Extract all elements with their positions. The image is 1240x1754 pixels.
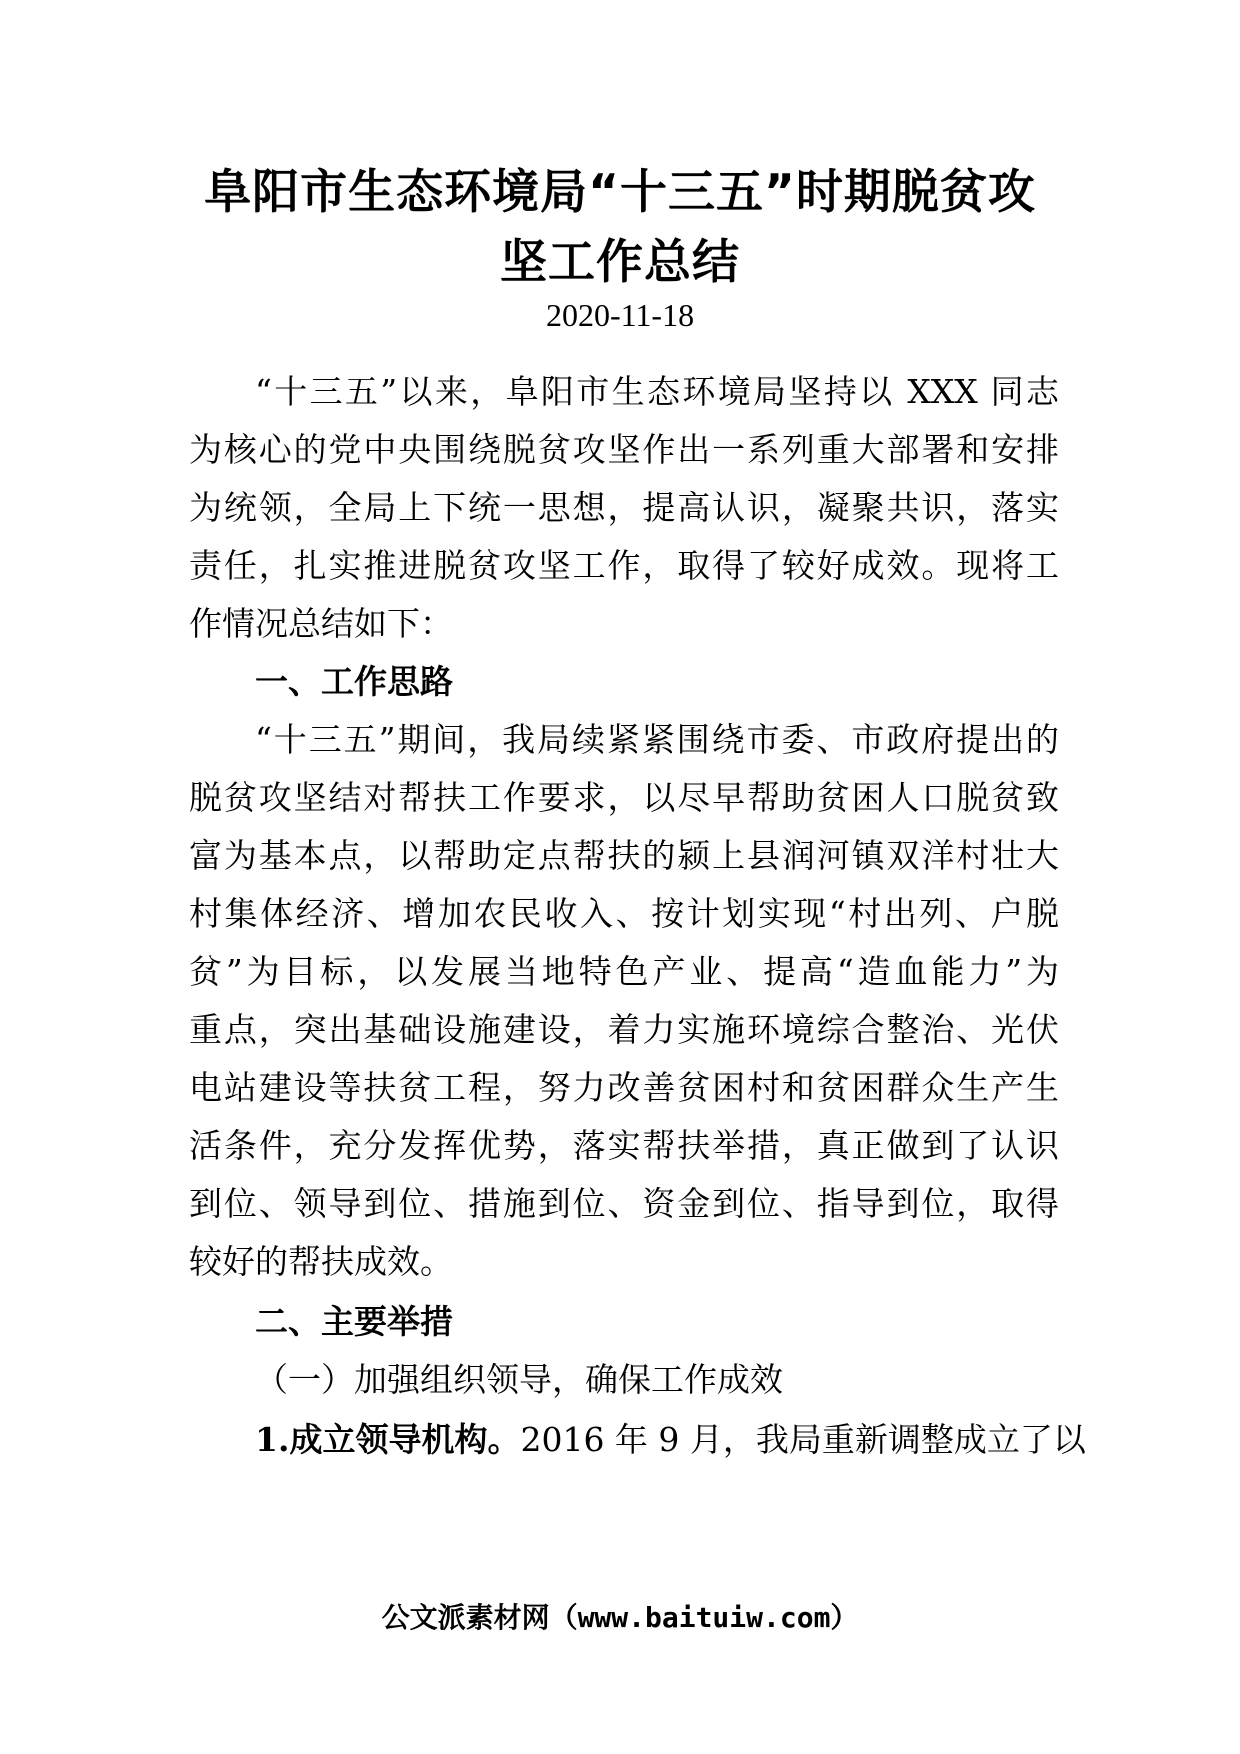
paragraph-line: “十三五”以来，阜阳市生态环境局坚持以 XXX 同志 bbox=[255, 372, 1059, 411]
item-heading: 1.成立领导机构。 bbox=[255, 1420, 521, 1459]
paragraph-line: 富为基本点，以帮助定点帮扶的颍上县润河镇双洋村壮大 bbox=[189, 836, 1059, 875]
paragraph-line: “十三五”期间，我局续紧紧围绕市委、市政府提出的 bbox=[255, 720, 1059, 759]
paragraph-line: 较好的帮扶成效。 bbox=[189, 1242, 453, 1281]
paragraph-line: 作情况总结如下： bbox=[189, 604, 453, 643]
paragraph-line: 电站建设等扶贫工程，努力改善贫困村和贫困群众生产生 bbox=[189, 1068, 1059, 1107]
section-heading: 一、工作思路 bbox=[255, 662, 453, 701]
subsection-heading: （一）加强组织领导，确保工作成效 bbox=[255, 1360, 783, 1399]
paragraph-line: 到位、领导到位、措施到位、资金到位、指导到位，取得 bbox=[189, 1184, 1059, 1223]
paragraph-line: 村集体经济、增加农民收入、按计划实现“村出列、户脱 bbox=[189, 894, 1059, 933]
paragraph-line: 贫”为目标，以发展当地特色产业、提高“造血能力”为 bbox=[189, 952, 1059, 991]
document-title bbox=[200, 158, 1040, 298]
section-heading: 二、主要举措 bbox=[255, 1302, 453, 1341]
paragraph-line: 为核心的党中央围绕脱贫攻坚作出一系列重大部署和安排 bbox=[189, 430, 1059, 469]
paragraph-line bbox=[255, 1408, 1086, 1472]
title-line-2: 坚工作总结 bbox=[500, 235, 740, 290]
paragraph-line: 责任，扎实推进脱贫攻坚工作，取得了较好成效。现将工 bbox=[189, 546, 1059, 585]
item-text: 2016 年 9 月，我局重新调整成立了以 bbox=[520, 1420, 1086, 1459]
paragraph-line: 为统领，全局上下统一思想，提高认识，凝聚共识，落实 bbox=[189, 488, 1059, 527]
paragraph-line: 脱贫攻坚结对帮扶工作要求，以尽早帮助贫困人口脱贫致 bbox=[189, 778, 1059, 817]
document-date: 2020-11-18 bbox=[545, 297, 695, 333]
paragraph-line: 活条件，充分发挥优势，落实帮扶举措，真正做到了认识 bbox=[189, 1126, 1059, 1165]
paragraph-line: 重点，突出基础设施建设，着力实施环境综合整治、光伏 bbox=[189, 1010, 1059, 1049]
title-line-1: 阜阳市生态环境局“十三五”时期脱贫攻 bbox=[204, 165, 1036, 220]
footer-watermark: 公文派素材网（www.baituiw.com） bbox=[381, 1601, 859, 1634]
